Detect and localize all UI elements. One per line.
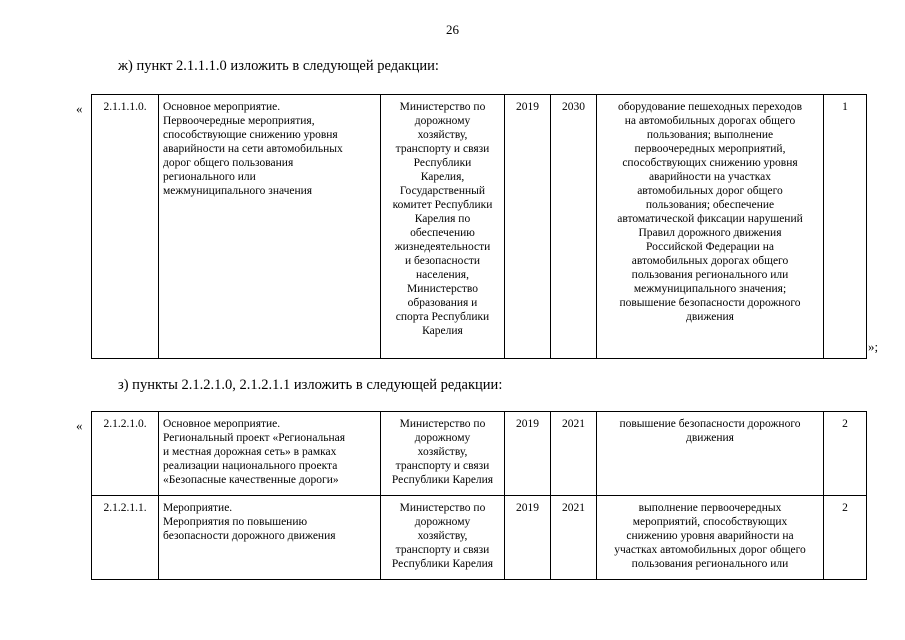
cell-line: транспорту и связи [395, 460, 490, 472]
cell-line: жизнедеятельности [394, 241, 491, 253]
cell-line: пользования; выполнение [646, 129, 774, 141]
cell-line: Основное мероприятие. [163, 418, 281, 430]
cell-line: Министерство по [399, 502, 486, 514]
cell-line: Российской Федерации на [646, 241, 774, 253]
cell-line: регионального или [163, 171, 256, 183]
cell-line: дорог общего пользования [163, 157, 294, 169]
cell-line: «Безопасные качественные дороги» [163, 474, 339, 486]
cell-line: автомобильных дорог общего [637, 185, 783, 197]
open-quote: « [76, 101, 83, 116]
table-row [92, 496, 867, 580]
indicator-ref: 1 [824, 95, 867, 359]
cell-line: участках автомобильных дорог общего [614, 544, 806, 556]
cell-line: Республики [413, 157, 472, 169]
cell-line: Региональный проект «Региональная [163, 432, 346, 444]
cell-line: Республики Карелия [391, 558, 494, 570]
end-year: 2021 [551, 496, 597, 580]
cell-line: хозяйству, [417, 446, 468, 458]
cell-line: автоматической фиксации нарушений [617, 213, 803, 225]
indicator-ref: 2 [824, 412, 867, 496]
cell-line: реализации национального проекта [163, 460, 338, 472]
cell-line: населения, [416, 269, 469, 281]
end-year: 2021 [551, 412, 597, 496]
cell-line: транспорту и связи [395, 143, 490, 155]
cell-line: комитет Республики [392, 199, 493, 211]
cell-line: выполнение первоочередных [638, 502, 782, 514]
start-year: 2019 [505, 95, 551, 359]
cell-line: повышение безопасности дорожного [619, 418, 801, 430]
cell-line: способствующие снижению уровня [163, 129, 338, 141]
measure-name [159, 496, 381, 580]
main-directions [597, 496, 824, 580]
cell-line: транспорту и связи [395, 544, 490, 556]
cell-line: аварийности на участках [648, 171, 772, 183]
cell-line: обеспечению [410, 227, 475, 239]
main-directions [597, 95, 824, 359]
cell-line: повышение безопасности дорожного [619, 297, 801, 309]
cell-line: Первоочередные мероприятия, [163, 115, 315, 127]
cell-line: дорожному [414, 432, 471, 444]
open-quote: « [76, 418, 83, 433]
cell-line: Карелия [422, 325, 463, 337]
close-quote: »; [868, 339, 879, 354]
responsible-executor [381, 95, 505, 359]
cell-line: хозяйству, [417, 129, 468, 141]
cell-line: дорожному [414, 115, 471, 127]
cell-line: Карелия, [420, 171, 465, 183]
section-heading-zh: ж) пункт 2.1.1.1.0 изложить в следующей редакции: [118, 58, 439, 74]
cell-line: образования и [407, 297, 478, 309]
cell-line: межмуниципального значения [163, 185, 313, 197]
cell-line: Республики Карелия [391, 474, 494, 486]
cell-line: дорожному [414, 516, 471, 528]
cell-line: пользования регионального или [631, 558, 789, 570]
measure-name [159, 412, 381, 496]
cell-line: способствующих снижению уровня [622, 157, 798, 169]
cell-line: межмуниципального значения; [633, 283, 787, 295]
section-heading-z: з) пункты 2.1.2.1.0, 2.1.2.1.1 изложить в следующей редакции: [118, 377, 503, 393]
measures-table-z [91, 411, 867, 580]
table-row [92, 412, 867, 496]
cell-line: Мероприятие. [163, 502, 233, 514]
cell-line: Министерство [407, 283, 478, 295]
cell-line: Мероприятия по повышению [163, 516, 308, 528]
cell-line: на автомобильных дорогах общего [624, 115, 796, 127]
start-year: 2019 [505, 496, 551, 580]
cell-line: Основное мероприятие. [163, 101, 281, 113]
cell-line: и безопасности [404, 255, 481, 267]
measures-table-zh [91, 94, 867, 359]
cell-line: Министерство по [399, 101, 486, 113]
cell-line: Министерство по [399, 418, 486, 430]
item-number: 2.1.2.1.1. [92, 496, 159, 580]
cell-line: пользования; обеспечение [645, 199, 775, 211]
cell-line: пользования регионального или [631, 269, 789, 281]
cell-line: Карелия по [414, 213, 471, 225]
cell-line: снижению уровня аварийности на [626, 530, 794, 542]
cell-line: безопасности дорожного движения [163, 530, 336, 542]
responsible-executor [381, 496, 505, 580]
cell-line: Правил дорожного движения [638, 227, 782, 239]
cell-line: движения [686, 432, 734, 444]
cell-line: первоочередных мероприятий, [634, 143, 786, 155]
indicator-ref: 2 [824, 496, 867, 580]
cell-line: мероприятий, способствующих [632, 516, 788, 528]
end-year: 2030 [551, 95, 597, 359]
cell-line: аварийности на сети автомобильных [163, 143, 343, 155]
cell-line: Государственный [399, 185, 486, 197]
page-number: 26 [446, 22, 459, 37]
item-number: 2.1.2.1.0. [92, 412, 159, 496]
cell-line: и местная дорожная сеть» в рамках [163, 446, 337, 458]
measure-name [159, 95, 381, 359]
start-year: 2019 [505, 412, 551, 496]
table-row [92, 95, 867, 359]
item-number: 2.1.1.1.0. [92, 95, 159, 359]
cell-line: спорта Республики [395, 311, 490, 323]
cell-line: хозяйству, [417, 530, 468, 542]
responsible-executor [381, 412, 505, 496]
main-directions [597, 412, 824, 496]
cell-line: оборудование пешеходных переходов [617, 101, 803, 113]
cell-line: автомобильных дорогах общего [631, 255, 789, 267]
cell-line: движения [686, 311, 734, 323]
